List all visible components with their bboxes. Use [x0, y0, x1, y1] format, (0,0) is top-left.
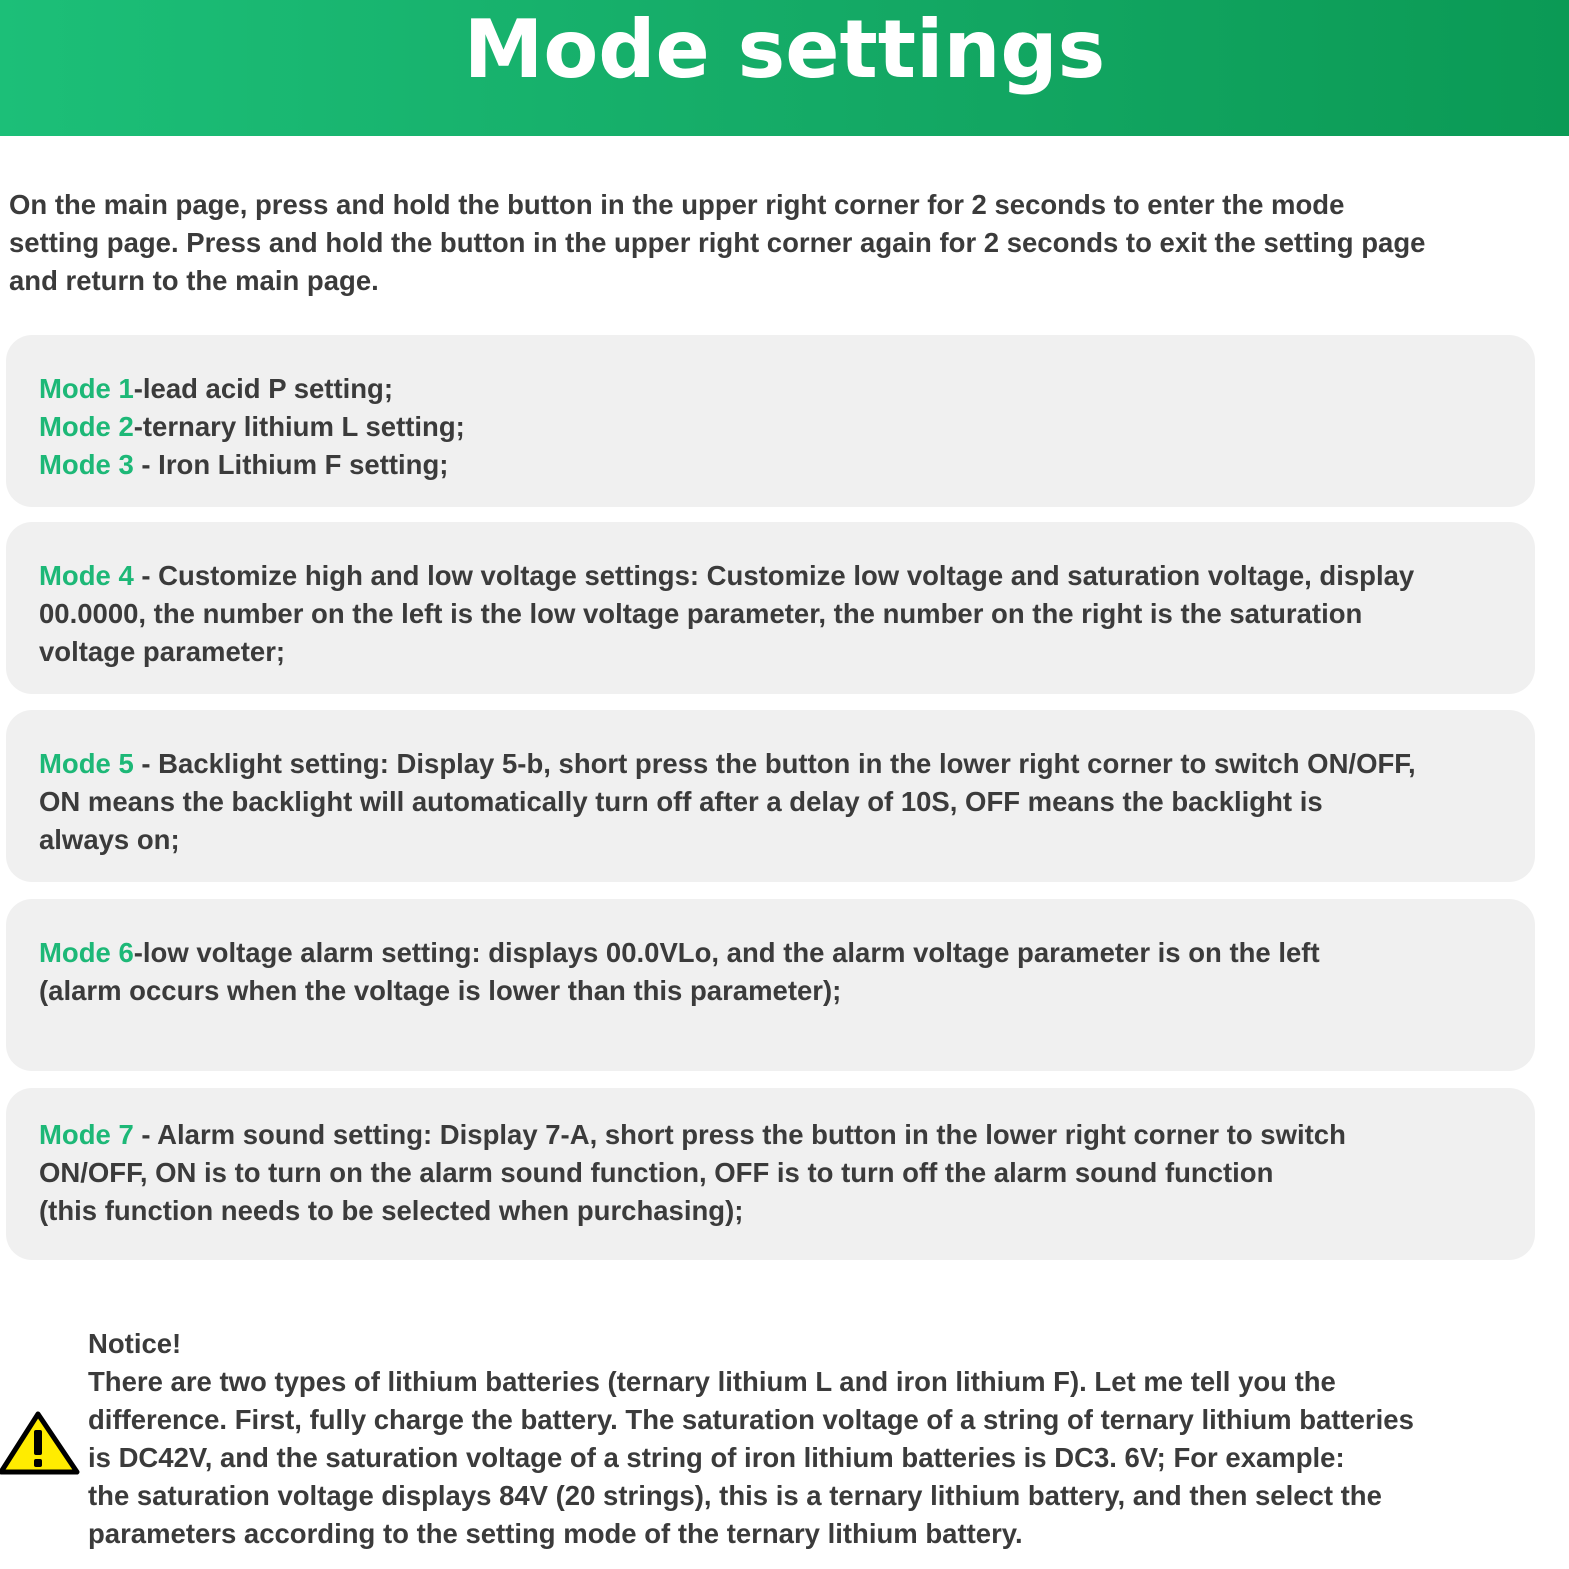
notice-line: parameters according to the setting mode of the ternary lithium battery. [88, 1518, 1023, 1549]
mode-5-label: Mode 5 [39, 748, 134, 779]
intro-line: and return to the main page. [9, 265, 379, 296]
mode-5-box [6, 710, 1535, 882]
mode-3-label: Mode 3 [39, 449, 134, 480]
mode-4-box [6, 522, 1535, 694]
mode-6-text: -low voltage alarm setting: displays 00.0VLo, and the alarm voltage parameter is on the left [133, 937, 1320, 968]
header-banner [0, 0, 1569, 136]
mode-6-line [39, 934, 1521, 972]
notice-line: is DC42V, and the saturation voltage of a string of iron lithium batteries is DC3. 6V; For example: [88, 1442, 1345, 1473]
mode-7-line: (this function needs to be selected when purchasing); [39, 1195, 744, 1226]
mode-5-line: ON means the backlight will automatically turn off after a delay of 10S, OFF means the backlight is [39, 786, 1323, 817]
mode-2-text: -ternary lithium L setting; [133, 411, 465, 442]
mode-3-item [39, 446, 1521, 484]
intro-paragraph [9, 186, 1549, 300]
mode-4-line: voltage parameter; [39, 636, 286, 667]
intro-line: setting page. Press and hold the button in the upper right corner again for 2 seconds to exit the setting page [9, 227, 1426, 258]
mode-7-box [6, 1088, 1535, 1260]
mode-6-line: (alarm occurs when the voltage is lower than this parameter); [39, 975, 842, 1006]
modes-1-3-box [6, 335, 1535, 507]
mode-7-text: - Alarm sound setting: Display 7-A, short press the button in the lower right corner to switch [133, 1119, 1346, 1150]
mode-7-label: Mode 7 [39, 1119, 134, 1150]
mode-7-line [39, 1116, 1521, 1154]
mode-3-text: - Iron Lithium F setting; [133, 449, 449, 480]
mode-6-box [6, 899, 1535, 1071]
warning-triangle-icon [0, 1410, 80, 1476]
mode-1-item [39, 370, 1521, 408]
notice-section [88, 1325, 1558, 1553]
mode-6-label: Mode 6 [39, 937, 134, 968]
page-title: Mode settings [463, 3, 1106, 96]
mode-1-label: Mode 1 [39, 373, 134, 404]
mode-1-text: -lead acid P setting; [133, 373, 394, 404]
mode-2-label: Mode 2 [39, 411, 134, 442]
mode-2-item [39, 408, 1521, 446]
mode-5-line [39, 745, 1521, 783]
mode-4-line: 00.0000, the number on the left is the low voltage parameter, the number on the right is the saturation [39, 598, 1363, 629]
notice-line: difference. First, fully charge the battery. The saturation voltage of a string of ternary lithium batteries [88, 1404, 1414, 1435]
mode-5-line: always on; [39, 824, 180, 855]
notice-title: Notice! [88, 1328, 182, 1359]
mode-4-label: Mode 4 [39, 560, 134, 591]
mode-4-text: - Customize high and low voltage settings: Customize low voltage and saturation voltage, display [133, 560, 1415, 591]
notice-line: the saturation voltage displays 84V (20 strings), this is a ternary lithium battery, and then select the [88, 1480, 1382, 1511]
mode-7-line: ON/OFF, ON is to turn on the alarm sound function, OFF is to turn off the alarm sound function [39, 1157, 1274, 1188]
mode-5-text: - Backlight setting: Display 5-b, short press the button in the lower right corner to switch ON/OFF, [133, 748, 1416, 779]
notice-line: There are two types of lithium batteries (ternary lithium L and iron lithium F). Let me tell you the [88, 1366, 1336, 1397]
mode-4-line [39, 557, 1521, 595]
intro-line: On the main page, press and hold the button in the upper right corner for 2 seconds to enter the mode [9, 189, 1345, 220]
